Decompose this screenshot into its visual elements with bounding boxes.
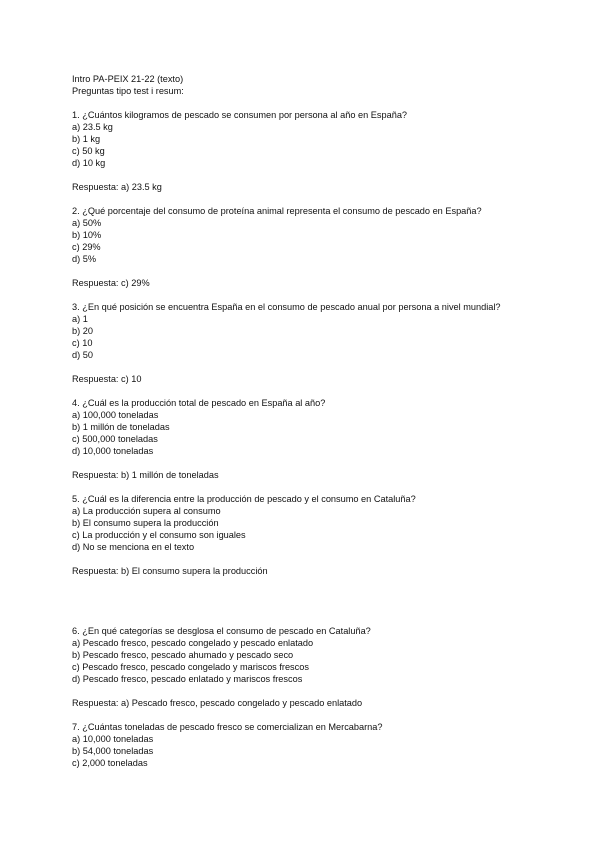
option: c) 10: [72, 338, 93, 348]
document-subtitle: Preguntas tipo test i resum:: [72, 86, 184, 96]
question-text: 3. ¿En qué posición se encuentra España en el consumo de pescado anual por persona a nivel mundial?: [72, 302, 501, 312]
option: c) 500,000 toneladas: [72, 434, 158, 444]
answer-text: Respuesta: c) 10: [72, 374, 142, 384]
question-block: [72, 109, 542, 205]
option: c) 2,000 toneladas: [72, 758, 148, 768]
option: b) El consumo supera la producción: [72, 518, 219, 528]
option: a) 23.5 kg: [72, 122, 113, 132]
option: a) Pescado fresco, pescado congelado y pescado enlatado: [72, 638, 314, 648]
option: d) 5%: [72, 254, 97, 264]
option: d) 10 kg: [72, 158, 106, 168]
document-page: [72, 73, 542, 769]
question-text: 4. ¿Cuál es la producción total de pescado en España al año?: [72, 398, 326, 408]
option: b) Pescado fresco, pescado ahumado y pescado seco: [72, 650, 294, 660]
option: d) No se menciona en el texto: [72, 542, 195, 552]
question-text: 7. ¿Cuántas toneladas de pescado fresco se comercializan en Mercabarna?: [72, 722, 383, 732]
option: b) 54,000 toneladas: [72, 746, 154, 756]
option: b) 10%: [72, 230, 102, 240]
question-block: [72, 205, 542, 301]
option: d) Pescado fresco, pescado enlatado y mariscos frescos: [72, 674, 303, 684]
option: c) Pescado fresco, pescado congelado y mariscos frescos: [72, 662, 309, 672]
option: c) 29%: [72, 242, 101, 252]
question-block: [72, 625, 542, 721]
question-block: [72, 301, 542, 397]
question-block: [72, 397, 542, 493]
option: a) La producción supera al consumo: [72, 506, 221, 516]
question-text: 2. ¿Qué porcentaje del consumo de proteína animal representa el consumo de pescado en España?: [72, 206, 482, 216]
question-block: [72, 721, 542, 769]
option: d) 10,000 toneladas: [72, 446, 154, 456]
answer-text: Respuesta: a) 23.5 kg: [72, 182, 162, 192]
option: c) La producción y el consumo son iguales: [72, 530, 246, 540]
question-block: [72, 493, 542, 625]
question-text: 6. ¿En qué categorías se desglosa el consumo de pescado en Cataluña?: [72, 626, 371, 636]
option: b) 1 millón de toneladas: [72, 422, 170, 432]
option: c) 50 kg: [72, 146, 105, 156]
option: b) 1 kg: [72, 134, 101, 144]
option: d) 50: [72, 350, 93, 360]
option: b) 20: [72, 326, 93, 336]
option: a) 100,000 toneladas: [72, 410, 159, 420]
document-title: Intro PA-PEIX 21-22 (texto): [72, 74, 184, 84]
question-text: 5. ¿Cuál es la diferencia entre la producción de pescado y el consumo en Cataluña?: [72, 494, 416, 504]
option: a) 10,000 toneladas: [72, 734, 154, 744]
answer-text: Respuesta: b) El consumo supera la producción: [72, 566, 268, 576]
option: a) 50%: [72, 218, 102, 228]
answer-text: Respuesta: a) Pescado fresco, pescado congelado y pescado enlatado: [72, 698, 363, 708]
question-text: 1. ¿Cuántos kilogramos de pescado se consumen por persona al año en España?: [72, 110, 408, 120]
answer-text: Respuesta: c) 29%: [72, 278, 150, 288]
answer-text: Respuesta: b) 1 millón de toneladas: [72, 470, 219, 480]
option: a) 1: [72, 314, 88, 324]
